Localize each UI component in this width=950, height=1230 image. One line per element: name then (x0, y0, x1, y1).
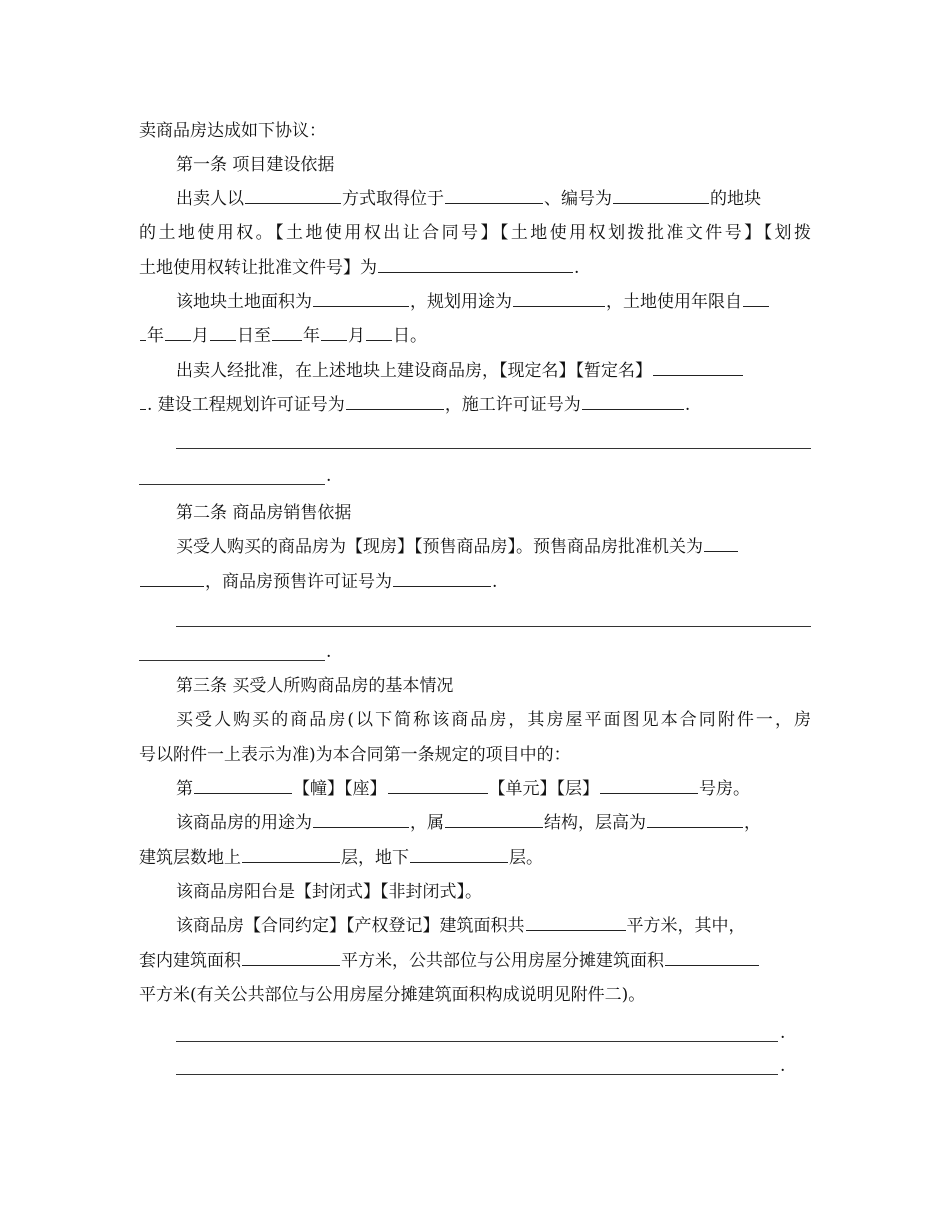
text-line (176, 779, 811, 799)
text-line (139, 121, 811, 141)
blank (321, 339, 347, 341)
text: 月 (192, 326, 209, 346)
text: 层。 (509, 848, 543, 868)
text: 该地块土地面积为 (176, 292, 312, 312)
text: . 建设工程规划许可证号为 (147, 395, 345, 415)
blank (245, 202, 341, 204)
blank (388, 792, 488, 794)
blank (653, 374, 743, 376)
blank (140, 585, 204, 587)
blank (140, 339, 146, 341)
blank (704, 550, 738, 552)
text: 的地块 (710, 189, 761, 209)
blank (647, 826, 743, 828)
blank-line (176, 626, 811, 627)
blank-line (139, 484, 325, 485)
blank (378, 271, 573, 273)
text: 第一条 项目建设依据 (176, 155, 335, 175)
period: . (326, 642, 332, 662)
blank-line (139, 660, 325, 661)
blank (366, 339, 392, 341)
article-1-title (176, 155, 811, 175)
text-line (176, 292, 811, 312)
period: . (780, 1023, 786, 1043)
text: ，属 (410, 813, 444, 833)
blank (410, 861, 508, 863)
text: ， (744, 813, 761, 833)
text: 方式取得位于 (342, 189, 444, 209)
blank (313, 305, 409, 307)
blank-line (176, 1074, 778, 1075)
text-line (176, 537, 811, 557)
blank (210, 339, 236, 341)
text: 结构，层高为 (544, 813, 646, 833)
text-line (139, 745, 811, 765)
text: 第二条 商品房销售依据 (176, 503, 352, 523)
text-line (176, 189, 811, 209)
blank (613, 202, 709, 204)
blank (513, 305, 605, 307)
text: 第 (176, 779, 193, 799)
blank (272, 339, 302, 341)
text-line (176, 361, 811, 381)
text: 号房。 (699, 779, 750, 799)
text: ，商品房预售许可证号为 (205, 572, 392, 592)
text-line (176, 882, 811, 902)
text: 买受人购买的商品房为【现房】【预售商品房】。预售商品房批准机关为 (176, 537, 703, 557)
text: 的土地使用权。【土地使用权出让合同号】【土地使用权划拨批准文件号】【划拨 (139, 223, 811, 243)
blank (242, 861, 340, 863)
text: 该商品房【合同约定】【产权登记】建筑面积共 (176, 916, 525, 936)
text: 平方米，公共部位与公用房屋分摊建筑面积 (341, 951, 664, 971)
period: . (326, 466, 332, 486)
text: . (684, 395, 691, 415)
blank (582, 408, 684, 410)
text: 【幢】【座】 (293, 779, 387, 799)
text-line (139, 395, 811, 415)
text-line (139, 258, 811, 278)
text: 土地使用权转让批准文件号】为 (139, 258, 377, 278)
blank (665, 964, 759, 966)
text: ，土地使用年限自 (606, 292, 742, 312)
text: 平方米(有关公共部位与公用房屋分摊建筑面积构成说明见附件二)。 (139, 985, 646, 1005)
blank (743, 305, 769, 307)
text: 建筑层数地上 (139, 848, 241, 868)
blank (165, 339, 191, 341)
text: 、编号为 (544, 189, 612, 209)
blank (346, 408, 444, 410)
text: . (492, 572, 498, 592)
text: ，施工许可证号为 (444, 395, 581, 415)
text-line (139, 951, 811, 971)
text-line (139, 326, 811, 346)
text: 该商品房阳台是【封闭式】【非封闭式】。 (176, 882, 482, 902)
text: 年 (303, 326, 320, 346)
text: 套内建筑面积 (139, 951, 241, 971)
text: 号以附件一上表示为准)为本合同第一条规定的项目中的： (139, 745, 571, 765)
text: . (574, 258, 580, 278)
text-line (139, 848, 811, 868)
text: 层，地下 (341, 848, 409, 868)
text: 出卖人经批准，在上述地块上建设商品房，【现定名】【暂定名】 (176, 361, 652, 381)
text-line (139, 223, 811, 243)
text-line (176, 813, 811, 833)
text: 【单元】【层】 (488, 779, 599, 799)
text: 该商品房的用途为 (176, 813, 312, 833)
blank (526, 929, 626, 931)
blank (313, 826, 409, 828)
text: 出卖人以 (176, 189, 244, 209)
text: 日。 (393, 326, 427, 346)
text: 第三条 买受人所购商品房的基本情况 (176, 676, 454, 696)
blank (393, 585, 491, 587)
article-3-title (176, 676, 811, 696)
text: 卖商品房达成如下协议： (139, 121, 326, 141)
text-line (176, 916, 811, 936)
article-2-title (176, 503, 811, 523)
blank (194, 792, 292, 794)
blank (445, 202, 543, 204)
text-line (139, 572, 811, 592)
blank (242, 964, 340, 966)
text: 年 (147, 326, 164, 346)
blank-line (176, 1041, 778, 1042)
text-line (176, 710, 811, 730)
text: 平方米，其中， (626, 916, 746, 936)
text: ，规划用途为 (410, 292, 512, 312)
blank (445, 826, 543, 828)
text-line (139, 985, 811, 1005)
text: 买受人购买的商品房(以下简称该商品房，其房屋平面图见本合同附件一，房 (176, 710, 811, 730)
text: 日至 (237, 326, 271, 346)
blank (140, 408, 146, 410)
blank (600, 792, 698, 794)
text: 月 (348, 326, 365, 346)
blank-line (176, 448, 811, 449)
period: . (780, 1056, 786, 1076)
